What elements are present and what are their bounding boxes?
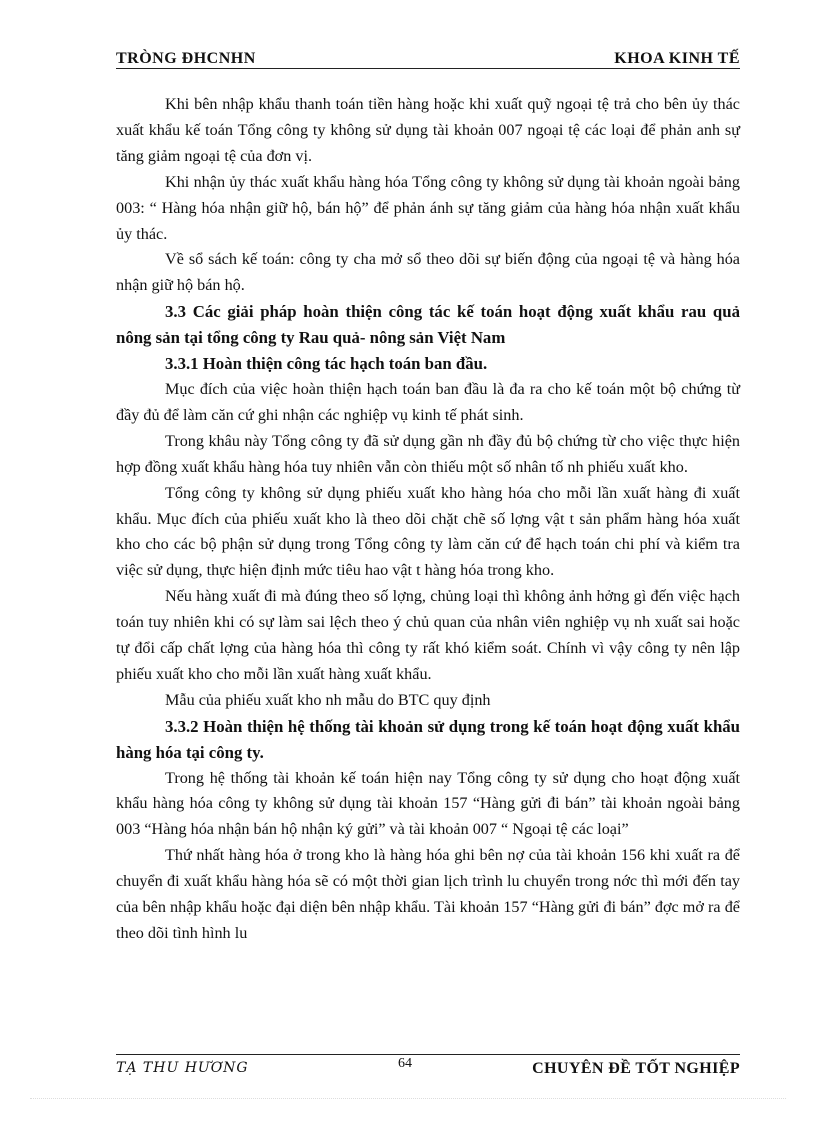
paragraph: Trong khâu này Tổng công ty đã sử dụng gần nh đầy đủ bộ chứng từ cho việc thực hiện hợp đồng xuất khẩu hàng hóa tuy nhiên vẫn còn thiếu một số nhân tố nh phiếu xuất kho. bbox=[116, 431, 740, 476]
paragraph: Mẫu của phiếu xuất kho nh mẫu do BTC quy định bbox=[165, 690, 491, 709]
page-number: 64 bbox=[398, 1056, 412, 1071]
header-school: TRÒNG ĐHCNHN bbox=[116, 50, 256, 67]
page-header bbox=[116, 50, 740, 69]
footer-title: CHUYÊN ĐỀ TỐT NGHIỆP bbox=[532, 1060, 740, 1077]
section-heading: 3.3 Các giải pháp hoàn thiện công tác kế toán hoạt động xuất khẩu rau quả nông sản tại tổng công ty Rau quả- nông sản Việt Nam bbox=[116, 302, 740, 348]
paragraph: Mục đích của việc hoàn thiện hạch toán ban đầu là đa ra cho kế toán một bộ chứng từ đầy đủ để làm căn cứ ghi nhận các nghiệp vụ kinh tế phát sinh. bbox=[116, 379, 740, 424]
header-faculty: KHOA KINH TẾ bbox=[614, 50, 740, 67]
paragraph: Nếu hàng xuất đi mà đúng theo số lợng, chủng loại thì không ảnh hởng gì đến việc hạch toán tuy nhiên khi có sự làm sai lệch theo ý chủ quan của nhân viên nghiệp vụ nh xuất sai hoặc tự đổi cấp chất lợng của hàng hóa thì công ty rất khó kiểm soát. Chính vì vậy công ty nên lập phiếu xuất kho cho mỗi lần xuất hàng xuất khẩu. bbox=[116, 587, 740, 683]
paragraph: Thứ nhất hàng hóa ở trong kho là hàng hóa ghi bên nợ của tài khoản 156 khi xuất ra để chuyển đi xuất khẩu hàng hóa sẽ có một thời gian lịch trình lu chuyển trong nớc thì mới đến tay của bên nhập khẩu hoặc đại diện bên nhập khẩu. Tài khoản 157 “Hàng gửi đi bán” đợc mở ra để theo dõi tình hình lu bbox=[116, 846, 740, 942]
document-body bbox=[116, 92, 740, 947]
paragraph: Tổng công ty không sử dụng phiếu xuất kho hàng hóa cho mỗi lần xuất hàng đi xuất khẩu. Mục đích của phiếu xuất kho là theo dõi chặt chẽ số lợng vật t sản phẩm hàng hóa xuất kho cho các bộ phận sử dụng trong Tổng công ty làm căn cứ để hạch toán chi phí và kiểm tra việc sử dụng, thực hiện định mức tiêu hao vật t hàng hóa trong kho. bbox=[116, 483, 740, 580]
paragraph: Về sổ sách kế toán: công ty cha mở sổ theo dõi sự biến động của ngoại tệ và hàng hóa nhận giữ hộ bán hộ. bbox=[116, 250, 740, 295]
footer-divider bbox=[116, 1054, 740, 1055]
subsection-heading: 3.3.2 Hoàn thiện hệ thống tài khoản sử dụng trong kế toán hoạt động xuất khẩu hàng hóa tại công ty. bbox=[116, 716, 740, 762]
paragraph: Khi nhận ủy thác xuất khẩu hàng hóa Tổng công ty không sử dụng tài khoản ngoài bảng 003: “ Hàng hóa nhận giữ hộ, bán hộ” để phản ánh sự tăng giảm của hàng hóa nhận xuất khẩu ủy thác. bbox=[116, 172, 740, 243]
paragraph: Khi bên nhập khẩu thanh toán tiền hàng hoặc khi xuất quỹ ngoại tệ trả cho bên ủy thác xuất khẩu kế toán Tổng công ty không sử dụng tài khoản 007 ngoại tệ các loại để phản anh sự tăng giảm ngoại tệ của đơn vị. bbox=[116, 95, 740, 165]
subsection-heading: 3.3.1 Hoàn thiện công tác hạch toán ban đầu. bbox=[165, 354, 488, 374]
page-edge-divider bbox=[30, 1098, 786, 1099]
footer-author: TẠ THU HƯƠNG bbox=[116, 1060, 249, 1076]
paragraph: Trong hệ thống tài khoản kế toán hiện nay Tổng công ty sử dụng cho hoạt động xuất khẩu hàng hóa công ty không sử dụng tài khoản 157 “Hàng gửi đi bán” tài khoản ngoài bảng 003 “Hàng hóa nhận bán hộ nhận ký gửi” và tài khoản 007 “ Ngoại tệ các loại” bbox=[116, 768, 740, 839]
